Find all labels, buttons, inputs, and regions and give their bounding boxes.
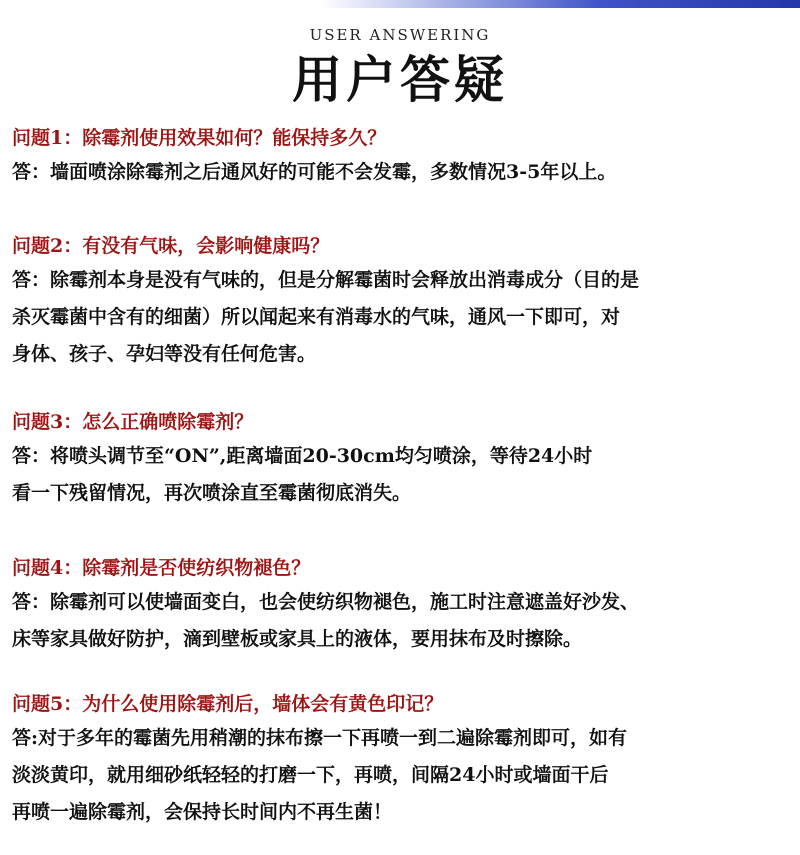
answer-2-line-3: 身体、孩子、孕妇等没有任何危害。	[12, 343, 317, 365]
question-5: 问题5：为什么使用除霉剂后，墙体会有黄色印记？	[12, 693, 444, 715]
answer-5-line-2: 淡淡黄印，就用细砂纸轻轻的打磨一下，再喷，间隔24小时或墙面干后	[12, 764, 609, 786]
qa-item-1	[12, 122, 796, 191]
answer-1	[12, 154, 796, 191]
answer-5-line-1: 答:对于多年的霉菌先用稍潮的抹布擦一下再喷一到二遍除霉剂即可，如有	[12, 727, 628, 749]
answer-2-line-2: 杀灭霉菌中含有的细菌）所以闻起来有消毒水的气味，通风一下即可，对	[12, 306, 621, 328]
top-gradient-bar	[0, 0, 800, 8]
question-2: 问题2：有没有气味，会影响健康吗？	[12, 235, 330, 257]
question-1: 问题1：除霉剂使用效果如何？能保持多久？	[12, 127, 387, 149]
header-subtitle: USER ANSWERING	[309, 26, 491, 44]
answer-2-line-1: 答：除霉剂本身是没有气味的，但是分解霉菌时会释放出消毒成分（目的是	[12, 269, 640, 291]
answer-5-line-3: 再喷一遍除霉剂，会保持长时间内不再生菌！	[12, 801, 393, 823]
answer-3-line-2: 看一下残留情况，再次喷涂直至霉菌彻底消失。	[12, 482, 412, 504]
qa-item-5	[12, 688, 796, 831]
page-title: 用户答疑	[292, 51, 508, 109]
answer-5	[12, 720, 796, 831]
qa-item-2	[12, 230, 796, 373]
answer-3	[12, 438, 796, 512]
answer-4	[12, 584, 796, 658]
answer-1-line-1: 答：墙面喷涂除霉剂之后通风好的可能不会发霉，多数情况3-5年以上。	[12, 161, 617, 183]
answer-2	[12, 262, 796, 373]
answer-4-line-2: 床等家具做好防护，滴到壁板或家具上的液体，要用抹布及时擦除。	[12, 628, 583, 650]
answer-4-line-1: 答：除霉剂可以使墙面变白，也会使纺织物褪色，施工时注意遮盖好沙发、	[12, 591, 640, 613]
qa-item-3	[12, 406, 796, 512]
question-3: 问题3：怎么正确喷除霉剂？	[12, 411, 254, 433]
answer-3-line-1: 答：将喷头调节至“ON”,距离墙面20-30cm均匀喷涂，等待24小时	[12, 445, 593, 467]
qa-item-4	[12, 552, 796, 658]
question-4: 问题4：除霉剂是否使纺织物褪色？	[12, 557, 311, 579]
